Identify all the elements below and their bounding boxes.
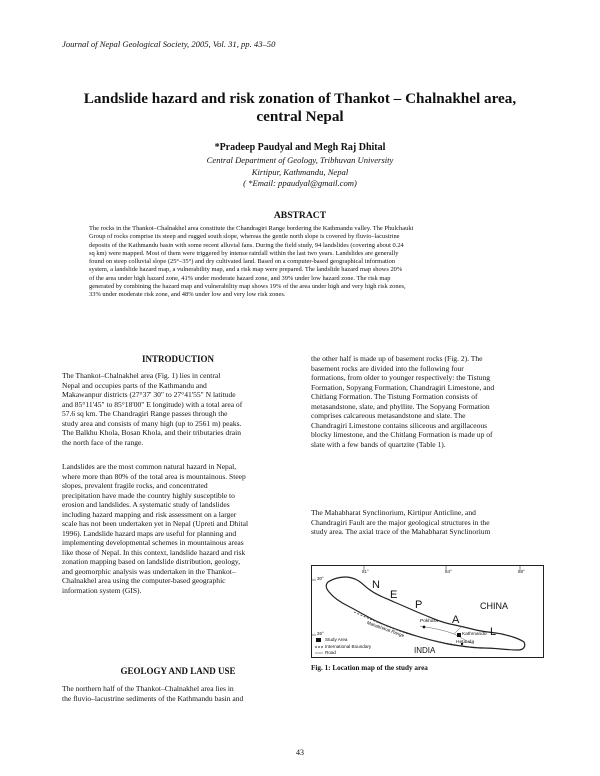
text-line: blocky limestone, and the Chitlang Formation is made up of bbox=[311, 430, 493, 439]
abstract-line: system, a landslide hazard map, a vulnerability map, and a risk map were prepared. The landslide hazard map shows 20% bbox=[89, 266, 403, 274]
india-label: INDIA bbox=[414, 646, 436, 655]
china-label: CHINA bbox=[480, 601, 509, 611]
paper-title bbox=[60, 90, 540, 126]
text-line: precipitation have made the country highly susceptible to bbox=[62, 490, 235, 500]
text-line: information system (GIS). bbox=[62, 585, 142, 595]
text-line: Makawanpur districts (27°37' 30" to 27°41'55" N latitude bbox=[62, 390, 236, 399]
legend-boundary-label: International Boundary bbox=[325, 644, 372, 649]
text-line: The northern half of the Thankot–Chalnakhel area lies in bbox=[62, 684, 234, 693]
road-line bbox=[454, 626, 462, 634]
intro-paragraph-1 bbox=[62, 371, 294, 447]
text-line: The Thankot–Chalnakhel area (Fig. 1) lies in central bbox=[62, 371, 221, 380]
nepal-letter: P bbox=[415, 599, 424, 611]
legend-study-area-label: Study Area bbox=[325, 637, 348, 642]
legend-study-area-symbol bbox=[316, 638, 321, 642]
text-line: the other half is made up of basement rocks (Fig. 2). The bbox=[311, 354, 483, 363]
affiliation-dept: Central Department of Geology, Tribhuvan University bbox=[206, 155, 394, 165]
abstract-text bbox=[89, 225, 511, 299]
journal-header: Journal of Nepal Geological Society, 2005, Vol. 31, pp. 43–50 bbox=[62, 39, 276, 49]
right-paragraph-1 bbox=[311, 354, 544, 449]
text-line: formations, from older to younger respectively: the Tistung bbox=[311, 373, 491, 382]
legend-road-label: Road bbox=[325, 650, 336, 655]
abstract-line: sq km) were mapped. Most of them were triggered by intense rainfall within the last two years. Landslides are generally bbox=[89, 249, 399, 257]
study-area-marker bbox=[457, 633, 461, 637]
kathmandu-label: Kathmandu bbox=[462, 632, 487, 637]
page-number: 43 bbox=[296, 748, 304, 757]
text-line: Landslides are the most common natural hazard in Nepal, bbox=[62, 462, 237, 471]
abstract-heading: ABSTRACT bbox=[273, 210, 327, 221]
abstract-line: 33% under moderate risk zone, and 48% under low and very low risk zones. bbox=[89, 291, 286, 298]
text-line: study area. The axial trace of the Mahabharat Synclinorium bbox=[311, 527, 491, 536]
text-line: The Balkhu Khola, Bosan Khola, and their tributaries drain bbox=[62, 428, 241, 437]
abstract-line: generated by combining the hazard map and vulnerability map shows 19% of the area under high and very high risk zones, bbox=[89, 282, 406, 290]
abstract-line: deposits of the Kathmandu basin with some recent alluvial fans. During the field study, 94 landslides (covering about 0.24 bbox=[89, 241, 404, 249]
lon-label: 81° bbox=[362, 569, 369, 574]
authors: *Pradeep Paudyal and Megh Raj Dhital bbox=[214, 142, 386, 153]
text-line: study area and consists of many high (up to 2561 m) peaks. bbox=[62, 418, 242, 428]
text-line: basement rocks are divided into the following four bbox=[311, 363, 464, 373]
abstract-line: Group of rocks comprise its steep and rugged south slope, whereas the gentle north slope is covered by fluvio–lacustrine bbox=[89, 233, 400, 241]
nepal-letter: N bbox=[372, 579, 381, 591]
lon-label: 88° bbox=[518, 569, 525, 574]
lon-label: 84° bbox=[445, 569, 452, 574]
text-line: zonation mapping based on landslide distribution, geology, bbox=[62, 557, 241, 566]
affiliation-email: ( *Email: ppaudyal@gmail.com) bbox=[243, 178, 357, 189]
lat-label: 26° bbox=[317, 631, 324, 636]
abstract-line: found on steep colluvial slope (25°–35°) and dry cultivated land. Based on a computer-based geographical information bbox=[89, 258, 396, 265]
lat-label: 30° bbox=[317, 576, 324, 581]
nepal-letter: L bbox=[490, 626, 498, 638]
abstract-line: The rocks in the Thankot–Chalnakhel area constitute the Chandragiri Range bordering the Kathmandu valley. The Phulchauki bbox=[89, 225, 414, 232]
text-line: Chitlang Formation. The Tistung Formation consists of bbox=[311, 392, 478, 401]
text-line: and geomorphic analysis was undertaken in the Thankot– bbox=[62, 566, 236, 576]
text-line: implementing developmental schemes in mountainous areas bbox=[62, 538, 244, 547]
text-line: like those of Nepal. In this context, landslide hazard and risk bbox=[62, 547, 246, 557]
location-map bbox=[311, 565, 544, 658]
geology-heading: GEOLOGY AND LAND USE bbox=[120, 666, 236, 676]
nepal-outline bbox=[326, 577, 524, 650]
text-line: Formation, Sopyang Formation, Chandragiri Limestone, and bbox=[311, 382, 495, 392]
geology-paragraph bbox=[62, 684, 294, 703]
text-line: Chandragiri Fault are the major geological structures in the bbox=[311, 517, 490, 527]
text-line: comprises calcareous metasandstone and slate. The bbox=[311, 411, 466, 420]
affiliation-place: Kirtipur, Kathmandu, Nepal bbox=[251, 166, 349, 177]
pokhara-label: Pokhara bbox=[420, 619, 438, 624]
text-line: 57.6 sq km. The Chandragiri Range passes through the bbox=[62, 409, 228, 418]
mahabharat-range-label: Mahabharat Range bbox=[366, 620, 405, 639]
text-line: and 85°11'45" to 85°18'00" E longitude) with a total area of bbox=[62, 399, 243, 409]
introduction-heading: INTRODUCTION bbox=[141, 354, 214, 364]
hetauda-label: Hetauda bbox=[456, 640, 475, 645]
text-line: the north face of the range. bbox=[62, 437, 144, 447]
text-line: Nepal and occupies parts of the Kathmandu and bbox=[62, 380, 207, 390]
nepal-letter: E bbox=[390, 589, 399, 601]
title-line-1: Landslide hazard and risk zonation of Thankot – Chalnakhel area, bbox=[83, 90, 517, 107]
affiliation bbox=[60, 155, 540, 190]
text-line: 1996). Landslide hazard maps are useful for planning and bbox=[62, 528, 237, 538]
right-paragraph-2 bbox=[311, 508, 544, 537]
text-line: Chandragiri Limestone contains siliceous and argillaceous bbox=[311, 420, 488, 430]
text-line: Chalnakhel area using the computer-based geographic bbox=[62, 576, 226, 585]
text-line: slopes, prevalent fragile rocks, and concentrated bbox=[62, 481, 208, 490]
pokhara-marker bbox=[423, 626, 426, 629]
text-line: including hazard mapping and risk assessment on a larger bbox=[62, 509, 237, 519]
text-line: where more than 80% of the total area is mountainous. Steep bbox=[62, 471, 246, 481]
abstract-line: of the area under high hazard zone, 41% under moderate hazard zone, and 39% under low hazard zone. The risk map bbox=[89, 274, 391, 282]
nepal-letter: A bbox=[452, 614, 461, 626]
text-line: metasandstone, slate, and phyllite. The Sopyang Formation bbox=[311, 401, 490, 411]
text-line: the fluvio–lacustrine sediments of the Kathmandu basin and bbox=[62, 693, 244, 703]
title-line-2: central Nepal bbox=[256, 108, 344, 125]
text-line: erosion and landslides. A systematic study of landslides bbox=[62, 500, 230, 509]
text-line: The Mahabharat Synclinorium, Kirtipur Anticline, and bbox=[311, 508, 476, 517]
intro-paragraph-2 bbox=[62, 462, 294, 595]
text-line: slate with a few bands of quartzite (Table 1). bbox=[311, 439, 446, 449]
figure-caption: Fig. 1: Location map of the study area bbox=[311, 664, 428, 672]
text-line: scale has not been undertaken yet in Nepal (Upreti and Dhital bbox=[62, 519, 249, 528]
